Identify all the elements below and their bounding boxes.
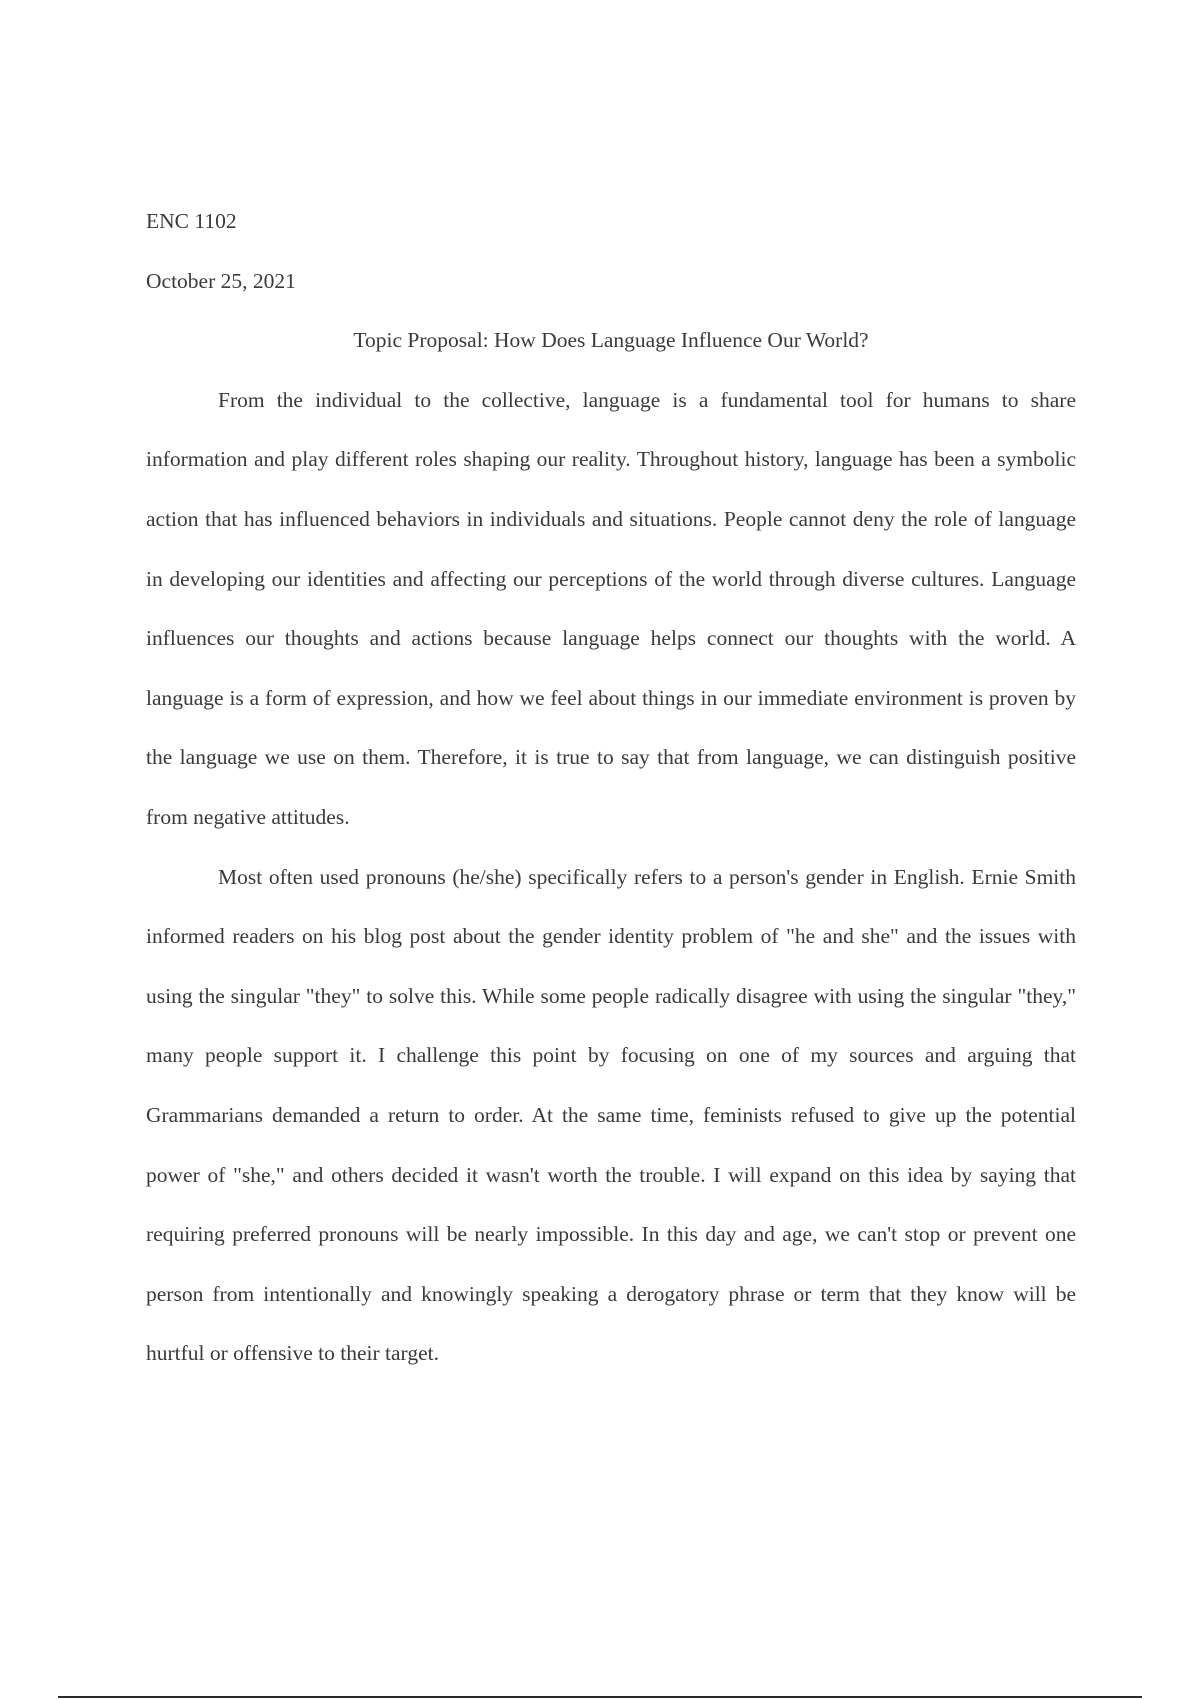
page-bottom-rule	[58, 1696, 1142, 1698]
document-date: October 25, 2021	[146, 268, 296, 293]
course-code: ENC 1102	[146, 209, 237, 233]
paragraph-1: From the individual to the collective, language is a fundamental tool for humans to share information and play different roles shaping our reality. Throughout history, language has been a symbolic action that has influenced behaviors in individuals and situations. People cannot deny the role of language in developing our identities and affecting our perceptions of the world through diverse cultures. Language influences our thoughts and actions because language helps connect our thoughts with the world. A language is a form of expression, and how we feel about things in our immediate environment is proven by the language we use on them. Therefore, it is true to say that from language, we can distinguish positive from negative attitudes.	[146, 387, 1076, 829]
document-body	[146, 192, 1076, 1384]
document-title: Topic Proposal: How Does Language Influence Our World?	[353, 328, 869, 353]
paragraph-2: Most often used pronouns (he/she) specifically refers to a person's gender in English. Ernie Smith informed readers on his blog post about the gender identity problem of "he and she" and the issues with using the singular "they" to solve this. While some people radically disagree with using the singular "they," many people support it. I challenge this point by focusing on one of my sources and arguing that Grammarians demanded a return to order. At the same time, feminists refused to give up the potential power of "she," and others decided it wasn't worth the trouble. I will expand on this idea by saying that requiring preferred pronouns will be nearly impossible. In this day and age, we can't stop or prevent one person from intentionally and knowingly speaking a derogatory phrase or term that they know will be hurtful or offensive to their target.	[146, 864, 1076, 1366]
